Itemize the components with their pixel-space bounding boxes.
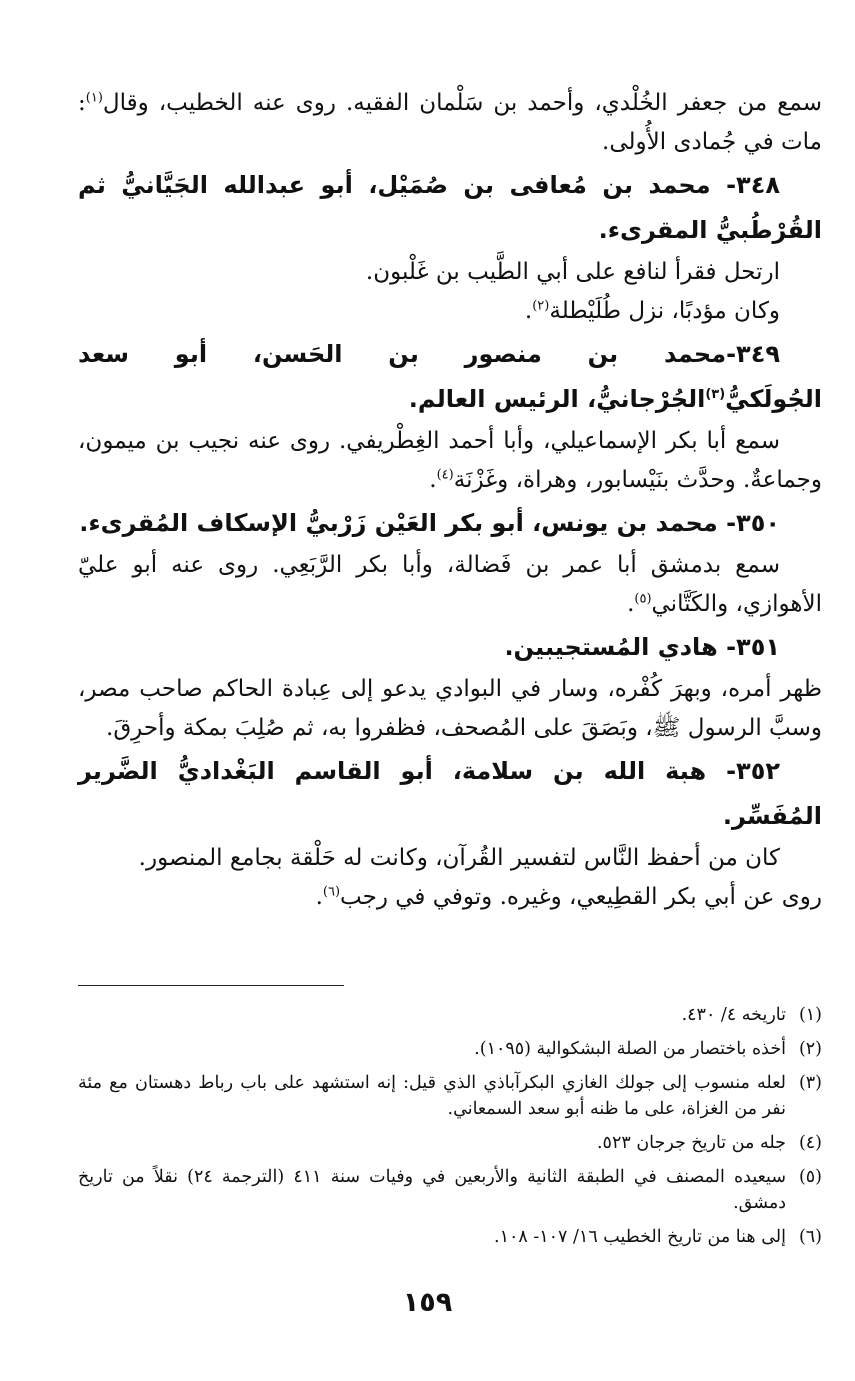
main-text xyxy=(78,84,822,917)
paragraph-previous-entry xyxy=(78,84,822,162)
footnote-text: إلى هنا من تاريخ الخطيب ١٦/ ١٠٧- ١٠٨. xyxy=(493,1227,786,1247)
footnote-item xyxy=(78,1130,822,1156)
footnote-item xyxy=(78,1070,822,1122)
page-number: ١٥٩ xyxy=(402,1287,453,1318)
entry-number: ٣٤٨- xyxy=(726,171,780,199)
paragraph: ظهر أمره، وبهرَ كُفْره، وسار في البوادي يدعو إلى عِبادة الحاكم صاحب مصر، وسبَّ الرسول ﷺ، وبَصَقَ على المُصحف، فظفروا به، ثم صُلِبَ بمكة وأحرِقَ. xyxy=(78,676,822,741)
entry-number: ٣٥٠- xyxy=(726,509,780,537)
footnote-item xyxy=(78,1002,822,1028)
footnote-text: جله من تاريخ جرجان ٥٢٣. xyxy=(596,1133,786,1153)
paragraph-text: . xyxy=(524,298,533,324)
entry-number: ٣٤٩- xyxy=(726,340,780,368)
footnote-item xyxy=(78,1164,822,1216)
footnote-ref[interactable]: (٣) xyxy=(705,387,726,402)
entry-number: ٣٥١- xyxy=(726,633,780,661)
entry-heading-351 xyxy=(78,625,822,670)
footnote-ref[interactable]: (٢) xyxy=(532,298,550,314)
entry-heading-350 xyxy=(78,501,822,546)
footnote-ref[interactable]: (١) xyxy=(85,90,103,106)
paragraph-text: : مات في جُمادى الأُولى. xyxy=(78,90,822,155)
footnote-number: (٦) xyxy=(798,1227,822,1247)
footnote-number: (٣) xyxy=(798,1073,822,1093)
entry-heading-348 xyxy=(78,163,822,253)
footnote-text: لعله منسوب إلى جولك الغازي البكرآباذي الذي قيل: إنه استشهد على باب رباط دهستان مع مئة نفر من الغزاة، على ما ظنه أبو سعد السمعاني. xyxy=(78,1073,786,1119)
paragraph-text: . xyxy=(315,884,323,910)
paragraph-text: سمع أبا بكر الإسماعيلي، وأبا أحمد الغِطْريفي. روى عنه نجيب بن ميمون، وجماعةٌ. وحدَّث بنَيْسابور، وهراة، وغَزْنَة xyxy=(78,428,822,493)
footnote-ref[interactable]: (٦) xyxy=(322,884,341,900)
footnote-number: (١) xyxy=(798,1005,822,1025)
entry-heading-349 xyxy=(78,332,822,422)
footnote-number: (٤) xyxy=(798,1133,822,1153)
entry-title: هادي المُستجيبين. xyxy=(504,633,718,661)
footnotes xyxy=(78,1002,822,1258)
paragraph: ارتحل فقرأ لنافع على أبي الطَّيب بن غَلْبون. xyxy=(365,259,780,285)
entry-title: محمد بن يونس، أبو بكر العَيْن زَرْبيُّ الإسكاف المُقرىء. xyxy=(79,509,718,537)
paragraph xyxy=(78,422,822,500)
paragraph-text: . xyxy=(429,467,437,493)
paragraph: كان من أحفظ النَّاس لتفسير القُرآن، وكانت له حَلْقة بجامع المنصور. xyxy=(138,845,780,871)
paragraph-text: سمع بدمشق أبا عمر بن فَضالة، وأبا بكر الرَّبَعِي. روى عنه أبو عليّ الأهوازي، والكَتَّاني xyxy=(78,552,822,617)
paragraph-text: روى عن أبي بكر القطِيعي، وغيره. وتوفي في رجب xyxy=(340,884,822,910)
paragraph-text: . xyxy=(627,591,635,617)
paragraph xyxy=(78,546,822,624)
footnote-item xyxy=(78,1224,822,1250)
paragraph xyxy=(78,878,822,917)
paragraph-text: سمع من جعفر الخُلْدي، وأحمد بن سَلْمان الفقيه. روى عنه الخطيب، وقال xyxy=(102,90,822,116)
paragraph xyxy=(78,292,822,331)
footnote-text: أخذه باختصار من الصلة البشكوالية (١٠٩٥). xyxy=(474,1039,786,1059)
footnote-number: (٢) xyxy=(798,1039,822,1059)
footnote-ref[interactable]: (٥) xyxy=(634,591,652,607)
footnote-separator xyxy=(78,985,344,986)
paragraph-text: وكان مؤدبًا، نزل طُلَيْطلة xyxy=(549,298,780,324)
footnote-text: تاريخه ٤/ ٤٣٠. xyxy=(681,1005,786,1025)
footnote-number: (٥) xyxy=(798,1167,822,1187)
entry-heading-352 xyxy=(78,749,822,839)
entry-title: محمد بن مُعافى بن صُمَيْل، أبو عبدالله الجَيَّانيُّ ثم القُرْطُبيُّ المقرىء. xyxy=(78,171,822,244)
entry-title: هبة الله بن سلامة، أبو القاسم البَغْداديُّ الضَّرير المُفَسِّر. xyxy=(78,757,822,830)
footnote-text: سيعيده المصنف في الطبقة الثانية والأربعين في وفيات سنة ٤١١ (الترجمة ٢٤) نقلاً من تاريخ دمشق. xyxy=(78,1167,787,1213)
footnote-ref[interactable]: (٤) xyxy=(436,467,454,483)
entry-title: الجُرْجانيُّ، الرئيس العالم. xyxy=(408,385,706,413)
footnote-item xyxy=(78,1036,822,1062)
entry-title: محمد بن منصور بن الحَسن، أبو سعد الجُولَكيُّ xyxy=(78,340,822,413)
entry-number: ٣٥٢- xyxy=(726,757,780,785)
